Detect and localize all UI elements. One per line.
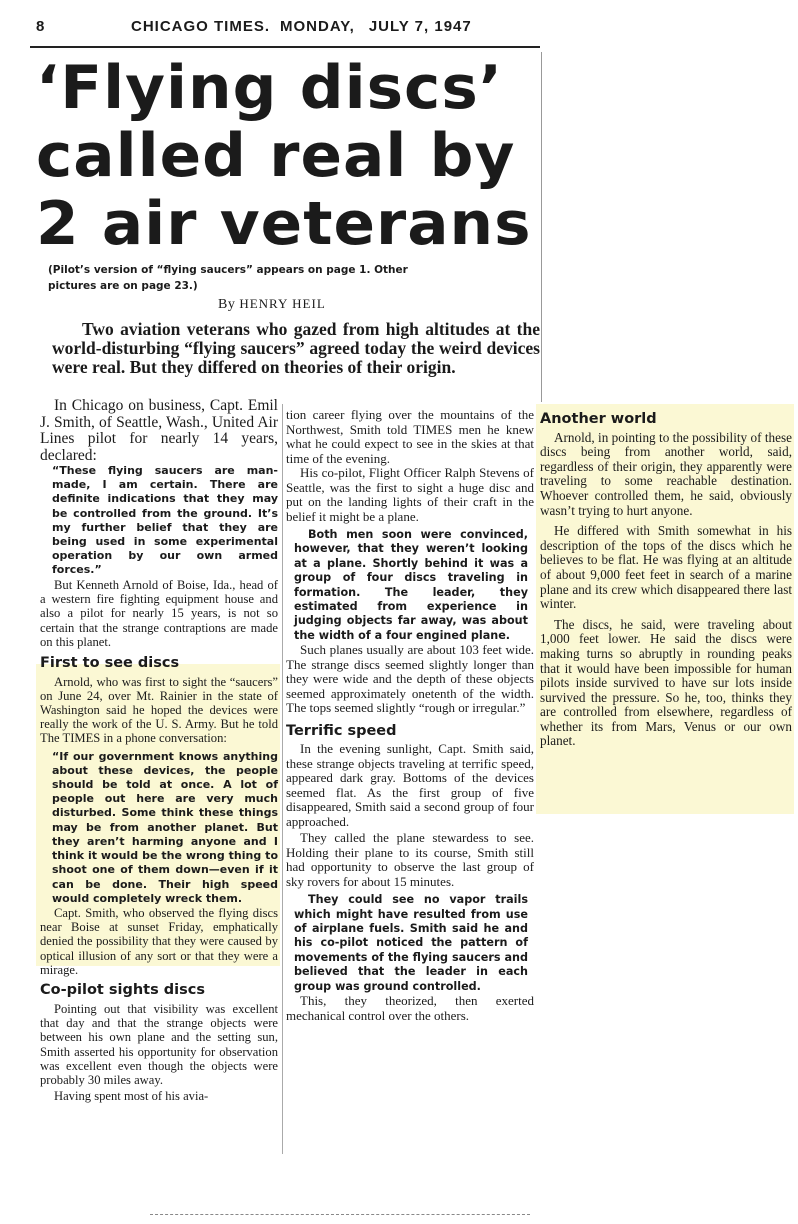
col2-paragraph-6: This, they theorized, then exerted mechanical control over the others. <box>286 993 534 1023</box>
col2-bold-paragraph-2: They could see no vapor trails which might have resulted from use of airplane fuels. Smith said he and his co-pilot noticed the pattern of movements of the flying saucers and believed that the leader in each group was ground controlled. <box>294 893 528 993</box>
col1-paragraph-5: Pointing out that visibility was excellent that day and that the strange objects were between his own plane and the setting sun, Smith asserted his opportunity for observation was excellent even though the objects were probably 30 miles away. <box>40 1001 278 1087</box>
col2-paragraph-2: His co-pilot, Flight Officer Ralph Stevens of Seattle, was the first to sight a huge disc and put on the landing lights of their craft in the belief it might be a plane. <box>286 465 534 524</box>
col3-paragraph-1: Arnold, in pointing to the possibility of these discs being from another world, said, regardless of their origin, they apparently were traveling to some reachable destination. Whoever controlled them, he said, obviously wasn’t trying to hurt anyone. <box>540 429 792 518</box>
headline-line-2: called real by <box>36 121 516 191</box>
headline <box>36 54 546 258</box>
subnote-line-1: (Pilot’s version of “flying saucers” appears on page 1. Other <box>48 264 408 276</box>
masthead-date: JULY 7, 1947 <box>368 18 472 35</box>
col3-paragraph-3: The discs, he said, were traveling about 1,000 feet lower. He said the discs were making turns so abruptly in rounding peaks that it would have been impossible for human pilots inside survived to have sur lots inside survived the pressure. So he, too, thinks they are controlled from elsewhere, regardless of whether its from Mars, Venus or our own planet. <box>540 616 792 749</box>
headline-line-1: ‘Flying discs’ <box>36 53 504 123</box>
subnote <box>48 262 538 294</box>
col2-paragraph-3: Such planes usually are about 103 feet wide. The strange discs seemed slightly longer than they were wide and the depth of these objects seemed approximately onetenth of the width. The tops seemed slightly “rough or irregular.” <box>286 642 534 716</box>
col2-paragraph-4: In the evening sunlight, Capt. Smith said, these strange objects traveling at terrific speed, appeared dark gray. Bottoms of the devices seemed flat. As the first group of five disappeared, Smith said a second group of four approached. <box>286 741 534 829</box>
subhead-another-world: Another world <box>540 411 657 427</box>
col1-quote-arnold: “If our government knows anything about these devices, the people should be told at once. A lot of people out here are very much disturbed. Some think these things may be from another planet. But they aren’t harming anyone and I think it would be the wrong thing to shoot one of them down—even if it can be done. Their high speed would completely wreck them. <box>52 749 278 905</box>
page-number: 8 <box>36 18 46 35</box>
column-rule-middle <box>282 404 283 1154</box>
subhead-co-pilot-sights-discs: Co-pilot sights discs <box>40 981 206 998</box>
masthead <box>36 18 536 40</box>
col1-paragraph-3: Arnold, who was first to sight the “saucers” on June 24, over Mt. Rainier in the state of Washington said he hoped the devices were really the work of the U. S. Army. But he told The TIMES in a phone conversation: <box>40 674 278 746</box>
newspaper-name: CHICAGO TIMES. <box>131 18 271 35</box>
masthead-day: MONDAY, <box>280 18 355 35</box>
column-1 <box>40 398 278 1103</box>
column-3 <box>540 404 792 749</box>
col1-paragraph-6: Having spent most of his avia- <box>54 1089 209 1104</box>
subhead-first-to-see-discs: First to see discs <box>40 654 180 671</box>
col2-bold-paragraph-1: Both men soon were convinced, however, that they weren’t looking at a plane. Shortly behind it was a group of four discs traveling in formation. The leader, they estimated from experience in judging objects far away, was about the width of a four engined plane. <box>294 528 528 642</box>
footer-rule <box>150 1214 530 1215</box>
byline-author: HENRY HEIL <box>239 296 326 311</box>
lede-paragraph: Two aviation veterans who gazed from high altitudes at the world-disturbing “flying saucers” agreed today the weird devices were real. But they differed on theories of their origin. <box>52 319 540 377</box>
headline-line-3: 2 air veterans <box>36 189 532 259</box>
column-2 <box>286 408 534 1023</box>
byline-by: By <box>218 297 236 312</box>
col1-paragraph-2: But Kenneth Arnold of Boise, Ida., head of a western fire fighting equipment house and also a pilot for nearly 15 years, is not so certain that the strange contraptions are made on this planet. <box>40 577 278 650</box>
col1-quote-smith: “These flying saucers are man-made, I am certain. There are definite indications that they may be controlled from the ground. It’s my further belief that they are being used in some experimental operation by our own armed forces.” <box>52 464 278 577</box>
masthead-rule <box>30 46 540 48</box>
col3-paragraph-2: He differed with Smith somewhat in his description of the tops of the discs which he believes to be flat. He was flying at an altitude of about 9,000 feet feet in search of a marine plane and its crew which disappeared there last winter. <box>540 523 792 612</box>
byline <box>218 296 326 313</box>
subhead-terrific-speed: Terrific speed <box>286 722 397 739</box>
subnote-line-2: pictures are on page 23.) <box>48 280 198 292</box>
col1-paragraph-1: In Chicago on business, Capt. Emil J. Smith, of Seattle, Wash., United Air Lines pilot for nearly 14 years, declared: <box>40 397 278 464</box>
col1-paragraph-4: Capt. Smith, who observed the flying discs near Boise at sunset Friday, emphatically denied the possibility that they were caused by optical illusion of any sort or that they were a mirage. <box>40 905 278 977</box>
col2-paragraph-1: tion career flying over the mountains of the Northwest, Smith told TIMES men he knew what he could expect to see in the skies at that time of the evening. <box>286 407 534 466</box>
col2-paragraph-5: They called the plane stewardess to see. Holding their plane to its course, Smith still had opportunity to observe the last group of sky rovers for about 15 minutes. <box>286 830 534 889</box>
